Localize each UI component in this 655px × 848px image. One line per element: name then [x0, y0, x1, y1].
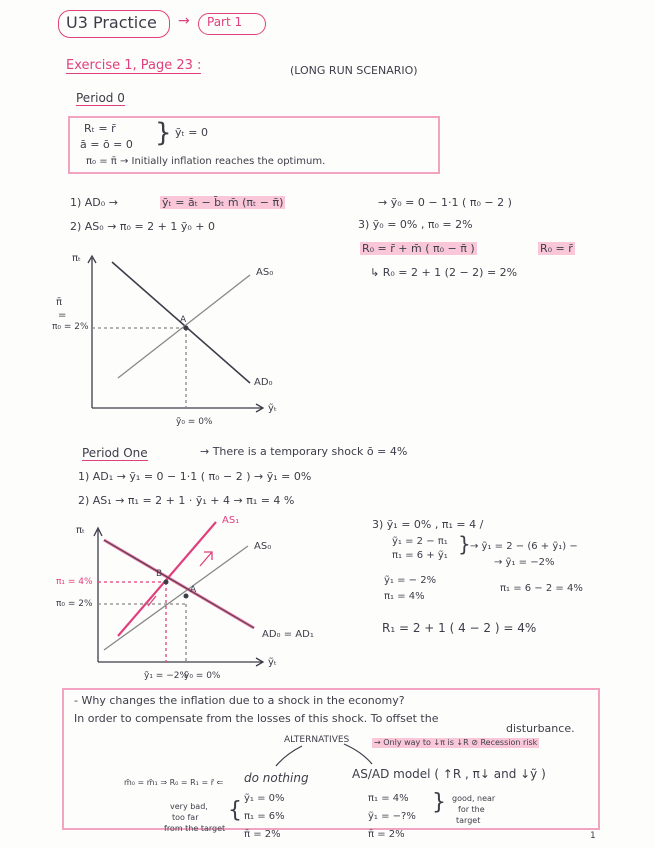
asad-model-label: AS/AD model ( ↑R , π↓ and ↓ỹ )	[352, 767, 546, 781]
exercise-heading: Exercise 1, Page 23 :	[66, 58, 202, 73]
graph2-y1-label: ỹ₁ = −2%	[144, 671, 189, 681]
do-nothing-output: ỹ₁ = 0%	[244, 793, 285, 804]
period-zero-label: Period 0	[76, 91, 125, 105]
system-solve: → ỹ₁ = 2 − (6 + ỹ₁) −	[470, 541, 578, 552]
good-note-2: for the	[458, 805, 485, 814]
arrow-to-model	[344, 744, 372, 764]
system-brace: }	[458, 532, 471, 556]
bad-note-1: very bad,	[170, 802, 208, 811]
model-inflation: π₁ = 4%	[368, 793, 409, 804]
period-one-label: Period One	[82, 446, 148, 460]
box-eq-rate: Rₜ = r̄	[84, 122, 116, 135]
period-zero-step3: 3) ỹ₀ = 0% , π₀ = 2%	[358, 218, 473, 231]
graph2-as0-label: AS₀	[254, 541, 272, 552]
graph1-ad0-label: AD₀	[254, 377, 273, 388]
graph2-point-a-label: A	[190, 585, 197, 595]
graph2-pi0-label: π₀ = 2%	[56, 599, 93, 609]
graph2-pi1-label: π₁ = 4%	[56, 577, 93, 587]
graph2-as1-label: AS₁	[222, 515, 240, 526]
do-nothing-inflation: π₁ = 6%	[244, 811, 285, 822]
title-arrow: →	[178, 13, 190, 29]
bad-note-3: from the target	[164, 824, 226, 833]
do-nothing-rule: m̄₀ = m̄₁ ⇒ R₀ = R₁ = r̄ ⇐	[124, 778, 224, 787]
question-line1: - Why changes the inflation due to a shock in the economy?	[74, 694, 405, 707]
graph2-ad-label: AD₀ = AD₁	[262, 629, 314, 640]
inflation-optimum-note: π₀ = π̄ → Initially inflation reaches the optimum.	[86, 156, 326, 167]
system-eq2: π₁ = 6 + ỹ₁	[392, 550, 448, 561]
graph1-y-axis-label: πₜ	[72, 253, 81, 264]
graph1-equals: =	[58, 310, 67, 321]
good-note-1: good, near	[452, 794, 496, 803]
graph1-x-axis-label: ỹₜ	[268, 403, 277, 414]
graph2-y0-label: ỹ₀ = 0%	[184, 671, 221, 681]
do-nothing-target: π̄ = 2%	[244, 829, 281, 840]
page-title: U3 Practice	[66, 13, 157, 32]
ad1-line: 1) AD₁ → ỹ₁ = 0 − 1·1 ( π₀ − 2 ) → ỹ₁ = 0%	[78, 470, 312, 483]
ad0-label: 1) AD₀ →	[70, 196, 118, 209]
result-inflation-calc: π₁ = 6 − 2 = 4%	[500, 583, 583, 594]
only-way-note: → Only way to ↓π is ↓R ⊘ Recession risk	[374, 738, 538, 747]
shock-note: → There is a temporary shock ō = 4%	[200, 445, 408, 458]
result-output: ỹ₁ = − 2%	[384, 575, 437, 586]
as0-line: 2) AS₀ → π₀ = 2 + 1 ỹ₀ + 0	[70, 220, 215, 233]
box-eq-output: ỹₜ = 0	[175, 126, 208, 139]
graph2-x-axis-label: ỹₜ	[268, 657, 277, 668]
alternatives-label: ALTERNATIVES	[284, 735, 350, 745]
graph1-point-a-label: A	[180, 315, 187, 325]
good-note-3: target	[456, 816, 481, 825]
do-nothing-label: do nothing	[244, 771, 309, 785]
graph1-pi0-label: π₀ = 2%	[52, 322, 89, 332]
rate-rule: R₀ = r̄ + m̄ ( π₀ − π̄ )	[362, 242, 475, 255]
page-number: 1	[590, 831, 596, 841]
model-target: π̄ = 2%	[368, 829, 405, 840]
ad0-result: → ỹ₀ = 0 − 1·1 ( π₀ − 2 )	[378, 196, 512, 209]
part-label: Part 1	[207, 15, 243, 29]
box-eq-shocks: ā = ō = 0	[80, 138, 133, 151]
graph2-point-b-label: B	[156, 569, 163, 579]
model-output: ỹ₁ = −?%	[368, 811, 416, 822]
as1-line: 2) AS₁ → π₁ = 2 + 1 · ỹ₁ + 4 → π₁ = 4 %	[78, 494, 295, 507]
rate-calc-one: R₁ = 2 + 1 ( 4 − 2 ) = 4%	[382, 621, 537, 635]
do-nothing-brace: {	[228, 798, 242, 823]
scenario-label: (LONG RUN SCENARIO)	[290, 64, 418, 77]
rate-calc-zero: ↳ R₀ = 2 + 1 (2 − 2) = 2%	[370, 266, 518, 279]
rate-rule-tag: R₀ = r̄	[540, 242, 573, 255]
box-brace: }	[155, 118, 172, 148]
graph1-pibar-label: π̄	[56, 297, 63, 308]
question-line2: In order to compensate from the losses of this shock. To offset the	[74, 712, 439, 725]
period-one-step3: 3) ỹ₁ = 0% , π₁ = 4 /	[372, 518, 484, 531]
question-line3: disturbance.	[506, 722, 575, 735]
graph2-y-axis-label: πₜ	[76, 525, 85, 536]
ad-equation: ỹₜ = āₜ − b̄ₜ m̄ (πₜ − π̄)	[162, 196, 284, 209]
bad-note-2: too far	[172, 813, 199, 822]
graph1-y0-label: ỹ₀ = 0%	[176, 417, 213, 427]
graph1-as0-label: AS₀	[256, 267, 274, 278]
system-result: → ỹ₁ = −2%	[494, 557, 555, 568]
system-eq1: ỹ₁ = 2 − π₁	[392, 536, 448, 547]
result-inflation: π₁ = 4%	[384, 591, 425, 602]
model-brace: }	[432, 790, 446, 815]
arrow-to-do-nothing	[276, 746, 302, 766]
